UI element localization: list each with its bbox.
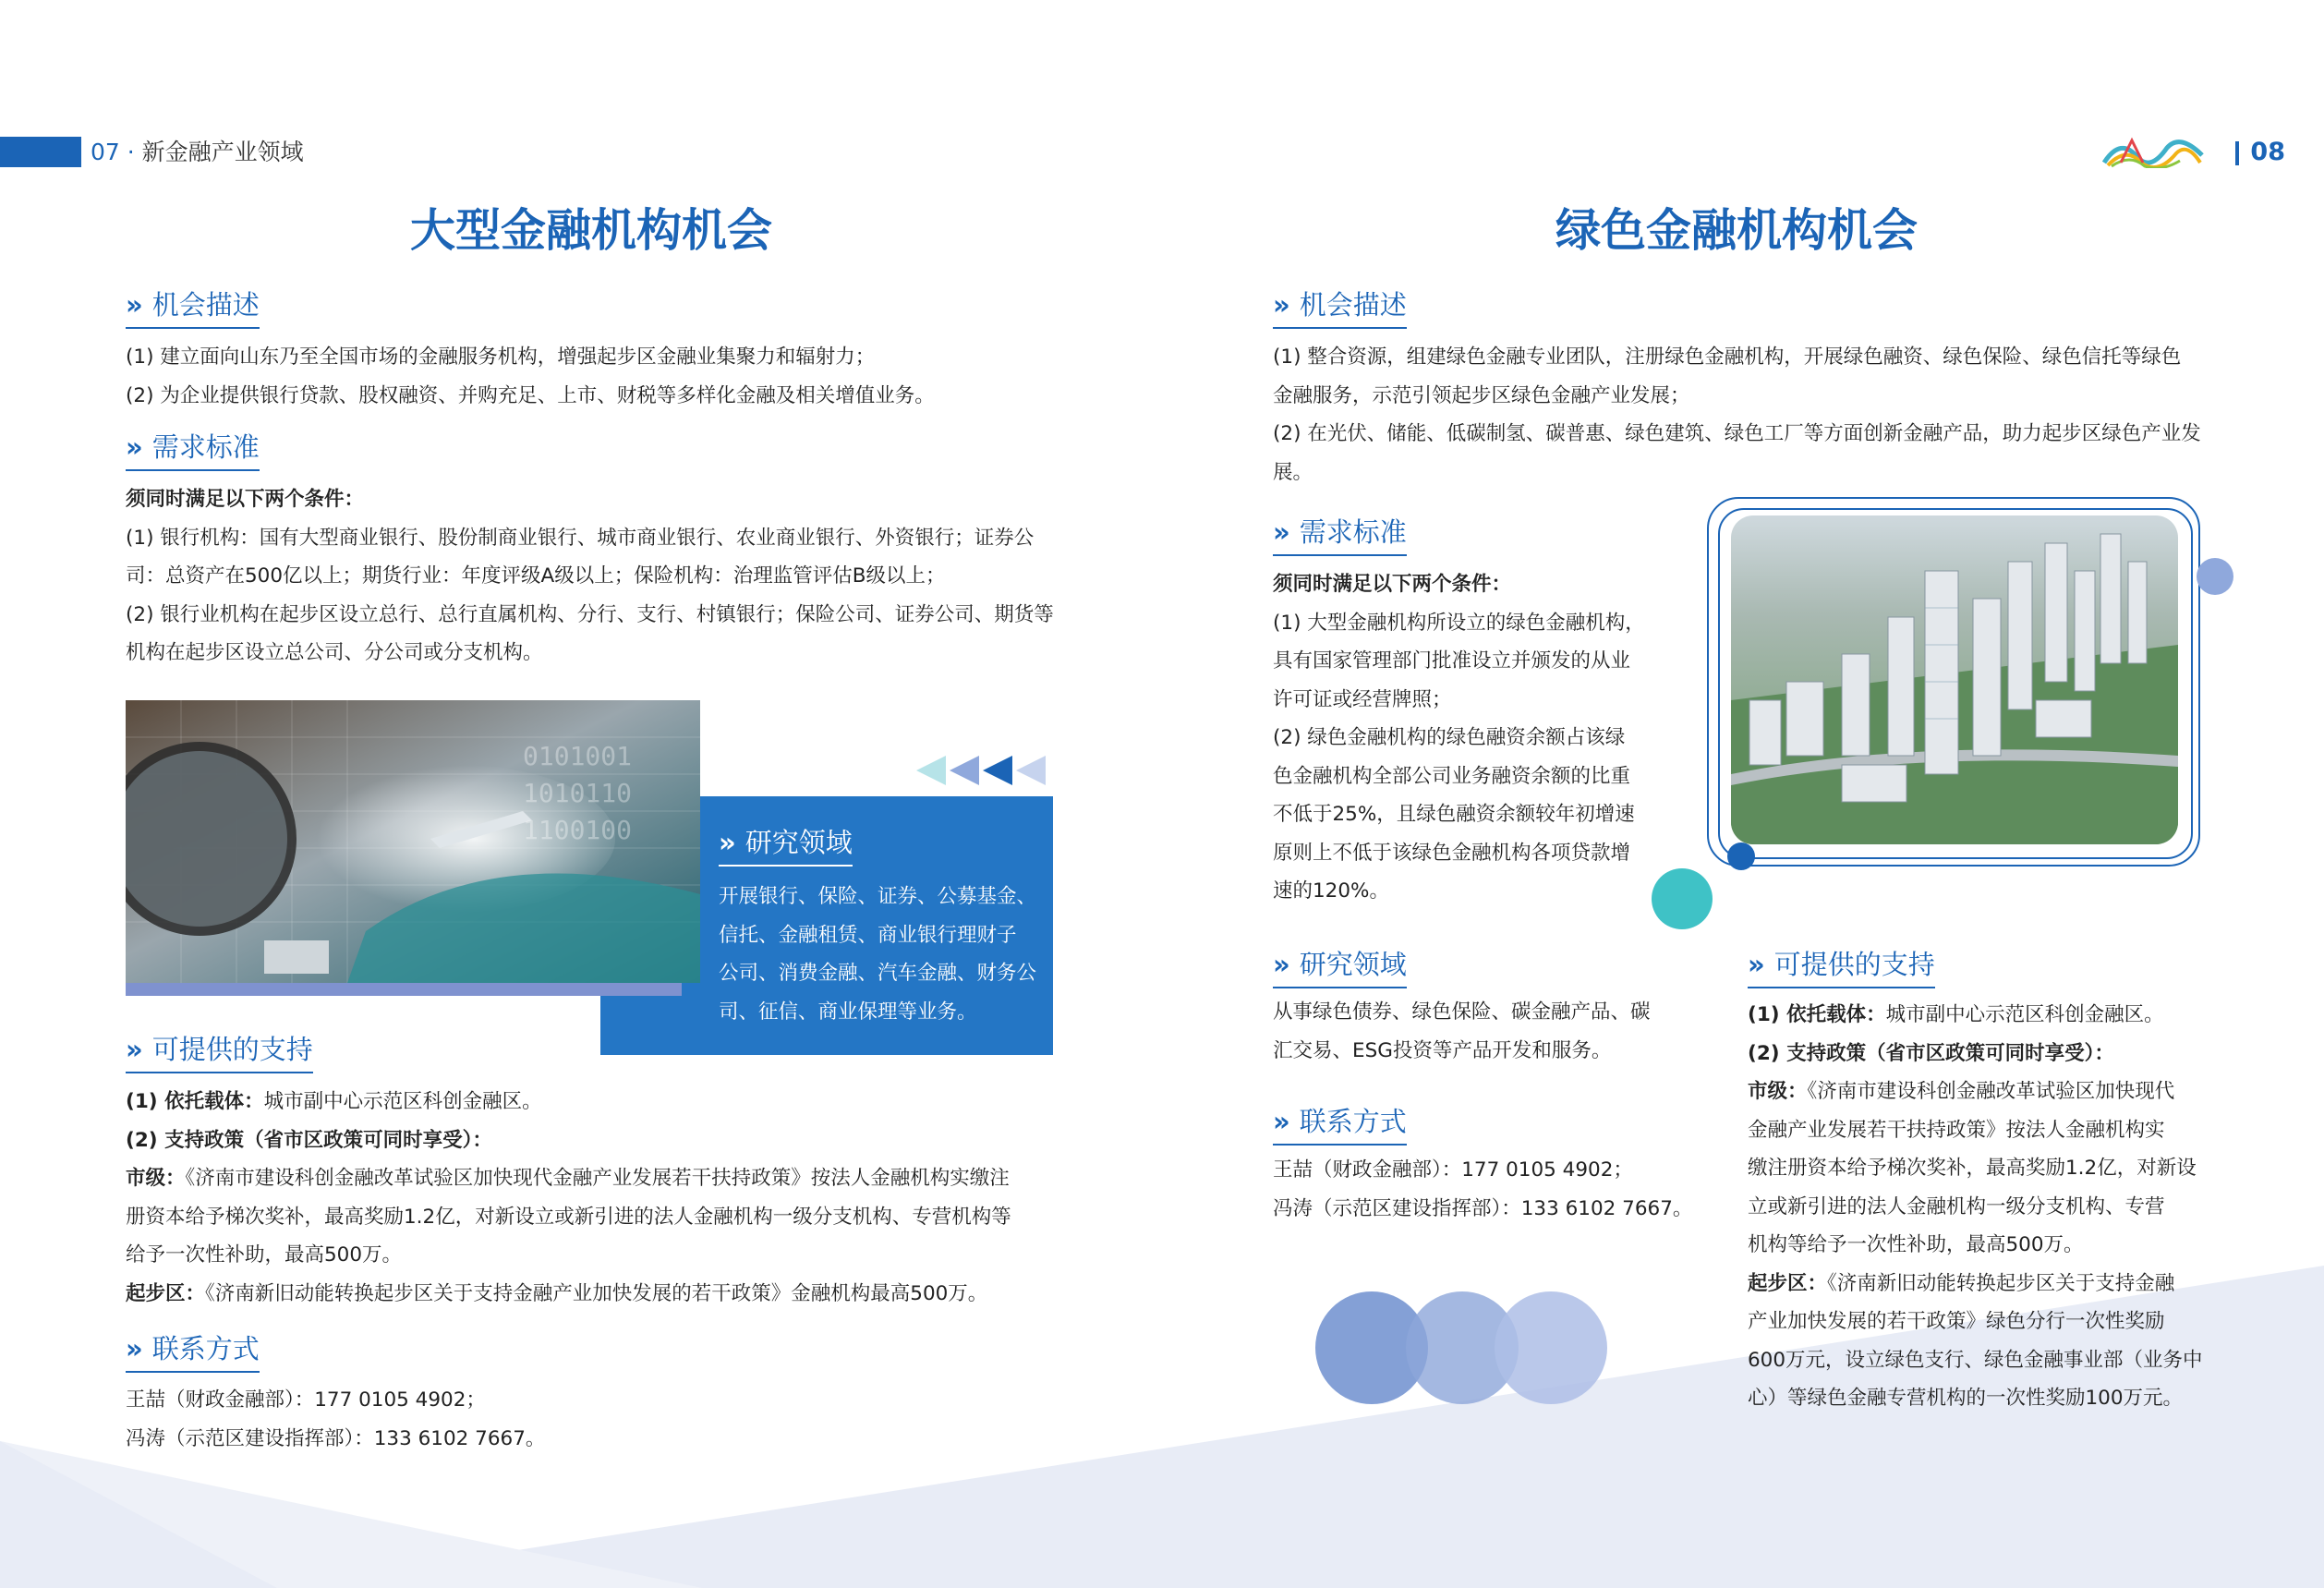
decor-dot-blue bbox=[1727, 842, 1755, 870]
decor-circle-3 bbox=[1495, 1291, 1607, 1404]
section-title: 新金融产业领域 bbox=[141, 139, 304, 165]
right-research-heading: » 研究领域 bbox=[1273, 946, 1407, 988]
right-desc-text: (1) 整合资源，组建绿色金融专业团队，注册绿色金融机构，开展绿色融资、绿色保险、绿色信托等绿色 金融服务，示范引领起步区绿色金融产业发展； (2) 在光伏、储能、低碳制氢、碳普惠、绿色建筑、绿色工厂等方面创新金融产品，助力起步区绿色产业发 展。 bbox=[1273, 345, 2201, 484]
svg-text:1010110: 1010110 bbox=[523, 778, 633, 808]
double-chevron-icon: » bbox=[126, 1333, 143, 1364]
svg-text:1100100: 1100100 bbox=[523, 815, 633, 845]
left-research-heading: » 研究领域 bbox=[719, 824, 853, 867]
double-chevron-icon: » bbox=[1273, 949, 1290, 980]
left-req-text: 须同时满足以下两个条件： (1) 银行机构：国有大型商业银行、股份制商业银行、城市商业银行、农业商业银行、外资银行；证券公 司：总资产在500亿以上；期货行业：年度评级A级以上；保险机构：治理监管评估B级以上； (2) 银行业机构在起步区设立总行、总行直属机构、分行、支行、村镇银行；保险公司、证券公司、期货等 机构在起步区设立总公司、分公司或分支机构。 bbox=[126, 488, 1054, 664]
right-contact-text: 王喆（财政金融部）：177 0105 4902； 冯涛（示范区建设指挥部）：133 6102 7667。 bbox=[1273, 1158, 1693, 1220]
left-support-heading: » 可提供的支持 bbox=[126, 1031, 313, 1073]
image-underline-bar bbox=[126, 983, 682, 996]
right-support-text: (1) 依托载体：城市副中心示范区科创金融区。 (2) 支持政策（省市区政策可同时享受）： 市级：《济南市建设科创金融改革试验区加快现代 金融产业发展若干扶持政策》按法人金融机构实 缴注册资本给予梯次奖补，最高奖励1.2亿，对新设 立或新引进的法人金融机构一级分支机构、专营 机构等给予一次性补助，最高500万。 起步区：《济南新旧动能转换起步区关于支持金融 产业加快发展的若干政策》绿色分行一次性奖励 600万元，设立绿色支行、绿色金融事业部（业务中 心）等绿色金融专营机构的一次性奖励100万元。 bbox=[1748, 1003, 2203, 1410]
left-desc-heading: » 机会描述 bbox=[126, 286, 260, 329]
right-support-heading: » 可提供的支持 bbox=[1748, 946, 1935, 988]
triangle-decoration bbox=[914, 752, 1053, 793]
page-number bbox=[2235, 137, 2285, 167]
header-accent-bar bbox=[0, 137, 81, 167]
decor-dot-teal bbox=[1652, 868, 1713, 929]
double-chevron-icon: » bbox=[126, 1034, 143, 1065]
section-number: 07 bbox=[91, 139, 120, 165]
city-aerial-image bbox=[1731, 515, 2178, 844]
left-research-text: 开展银行、保险、证券、公募基金、 信托、金融租赁、商业银行理财子 公司、消费金融、汽车金融、财务公 司、征信、商业保理等业务。 bbox=[719, 885, 1037, 1024]
double-chevron-icon: » bbox=[1273, 516, 1290, 548]
right-research-text: 从事绿色债券、绿色保险、碳金融产品、碳 汇交易、ESG投资等产品开发和服务。 bbox=[1273, 1000, 1651, 1062]
left-page-title: 大型金融机构机会 bbox=[409, 204, 772, 257]
decor-dot-lavender bbox=[2197, 558, 2233, 595]
brand-logo bbox=[2102, 135, 2204, 172]
right-desc-heading: » 机会描述 bbox=[1273, 286, 1407, 329]
svg-text:0101001: 0101001 bbox=[523, 741, 633, 771]
left-req-heading: » 需求标准 bbox=[126, 429, 260, 471]
right-contact-heading: » 联系方式 bbox=[1273, 1103, 1407, 1146]
right-req-text: 须同时满足以下两个条件： (1) 大型金融机构所设立的绿色金融机构， 具有国家管理部门批准设立并颁发的从业 许可证或经营牌照； (2) 绿色金融机构的绿色融资余额占该绿 色金融机构全部公司业务融资余额的比重 不低于25%，且绿色融资余额较年初增速 原则上不低于该绿色金融机构各项贷款增 速的120%。 bbox=[1273, 573, 1645, 903]
left-support-text: (1) 依托载体：城市副中心示范区科创金融区。 (2) 支持政策（省市区政策可同时享受）： 市级：《济南市建设科创金融改革试验区加快现代金融产业发展若干扶持政策》按法人金融机构实缴注 册资本给予梯次奖补，最高奖励1.2亿，对新设立或新引进的法人金融机构一级分支机构、专营机构等 给予一次性补助，最高500万。 起步区：《济南新旧动能转换起步区关于支持金融产业加快发展的若干政策》金融机构最高500万。 bbox=[126, 1090, 1011, 1305]
section-header bbox=[91, 137, 304, 167]
left-contact-text: 王喆（财政金融部）：177 0105 4902； 冯涛（示范区建设指挥部）：133 6102 7667。 bbox=[126, 1388, 546, 1450]
right-req-heading: » 需求标准 bbox=[1273, 514, 1407, 556]
section-separator: · bbox=[127, 139, 135, 165]
finance-technology-image bbox=[126, 700, 700, 983]
double-chevron-icon: » bbox=[1748, 949, 1765, 980]
left-desc-text: (1) 建立面向山东乃至全国市场的金融服务机构，增强起步区金融业集聚力和辐射力； (2) 为企业提供银行贷款、股权融资、并购充足、上市、财税等多样化金融及相关增值业务。 bbox=[126, 345, 935, 407]
double-chevron-icon: » bbox=[126, 431, 143, 463]
double-chevron-icon: » bbox=[1273, 289, 1290, 321]
page-number-text: 08 bbox=[2250, 138, 2285, 166]
left-contact-heading: » 联系方式 bbox=[126, 1330, 260, 1373]
double-chevron-icon: » bbox=[719, 827, 736, 858]
page-number-bar bbox=[2235, 141, 2239, 165]
double-chevron-icon: » bbox=[1273, 1106, 1290, 1137]
right-page-title: 绿色金融机构机会 bbox=[1555, 204, 1918, 257]
double-chevron-icon: » bbox=[126, 289, 143, 321]
